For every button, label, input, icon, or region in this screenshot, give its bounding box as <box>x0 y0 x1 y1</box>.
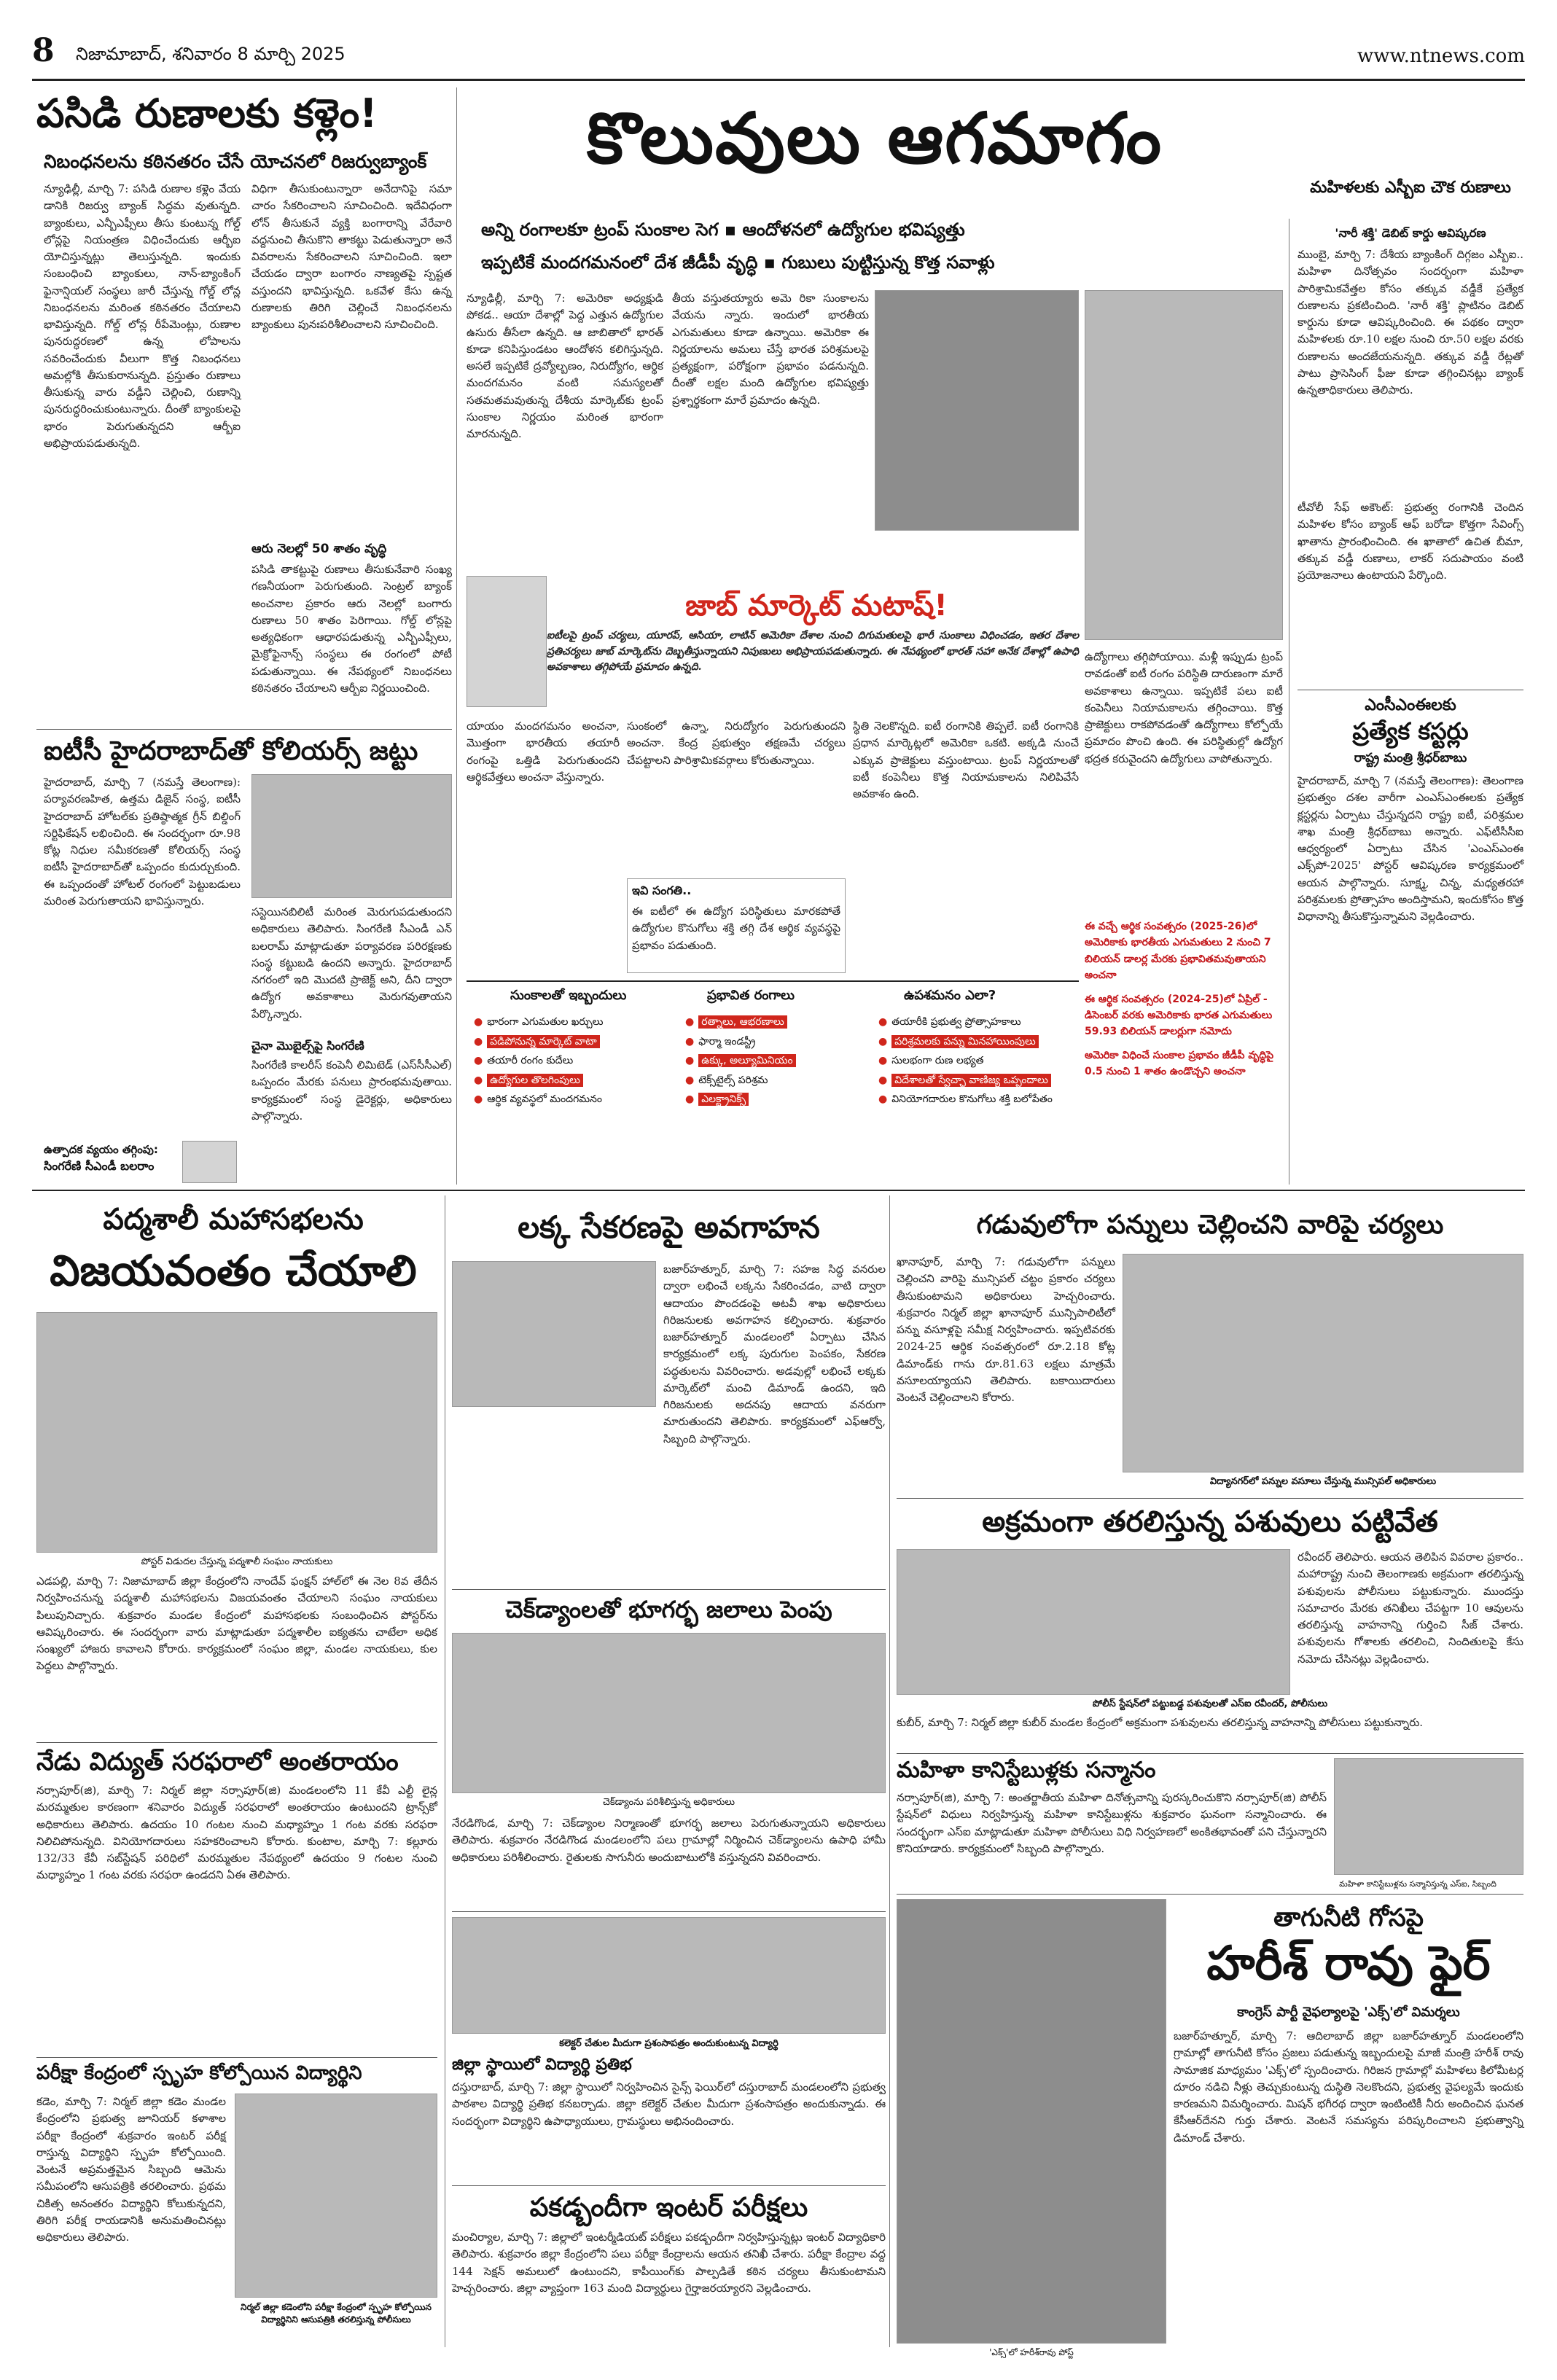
lead-highlight-bullet: ఈ వచ్చే ఆర్థిక సంవత్సరం (2025-26)లో అమెరికాకు భారతీయ ఎగుమతులు 2 నుంచి 7 బిలియన్ డాలర్ల మేరకు ప్రభావితమవుతాయని అంచనా <box>1085 921 1271 982</box>
table-head-relief: ఉపశమనం ఎలా? <box>904 988 996 1003</box>
lead-col2b: సుంకంలో ఉన్నా, నిరుద్యోగం పెరుగుతుందని అంచనా. కేంద్ర ప్రభుత్వం తక్షణమే చర్యలు చేపట్టాలని పారిశ్రామికవర్గాలు కోరుతున్నాయి. <box>627 719 849 767</box>
article-tax-photo <box>1123 1254 1523 1472</box>
table-col-problems <box>474 1013 671 1109</box>
article-itc-col2: సస్టెయినబిలిటీ మరింత మెరుగుపడుతుందని అధికారులు తెలిపారు. సింగరేణి సీఎండీ ఎన్ బలరామ్ మాట్లాడుతూ పర్యావరణ పరిరక్షణకు సంస్థ కట్టుబడి ఉందని అన్నారు. హైదరాబాద్ నగరంలో ఇది మొదటి ప్రాజెక్ట్ అని, దీని ద్వారా ఉద్యోగ అవకాశాలు మెరుగవుతాయని పేర్కొన్నారు. <box>251 905 456 1021</box>
lead-headline: కొలువులు ఆగమాగం <box>586 98 1163 179</box>
table-cell: ● తయారీకి ప్రభుత్వ ప్రోత్సాహకాలు <box>878 1016 1021 1028</box>
article-tax-headline: గడువులోగా పన్నులు చెల్లించని వారిపై చర్యలు <box>976 1210 1444 1240</box>
lead-sidebox-title: ఇవి సంగతి.. <box>632 883 692 897</box>
article-divider <box>452 1911 886 1912</box>
lead-col1: న్యూఢిల్లీ, మార్చి 7: అమెరికా అధ్యక్షుడి పోకడ.. ఆయా దేశాల్లో పెద్ద ఎత్తున ఉద్యోగుల ఉసురు తీసేలా ఉన్నది. ఆ జాబితాలో భారత్ కూడా కనిపిస్తుండటం ఆందోళన కలిగిస్తున్నది. అసలే ఇప్పటికే ద్రవ్యోల్బణం, నిరుద్యోగం, ఆర్థిక మందగమనం వంటి సమస్యలతో సతమతమవుతున్న దేశీయ మార్కెట్‌కు ట్రంప్ సుంకాల నిర్ణయం మరింత భారంగా మారనున్నది. <box>467 292 667 440</box>
article-msme-headline: ప్రత్యేక కస్టర్లు <box>1352 717 1469 745</box>
article-talent-headline: జిల్లా స్థాయిలో విద్యార్థి ప్రతిభ <box>452 2056 632 2074</box>
article-lac-body: బజార్‌హత్నూర్, మార్చి 7: సహజ సిద్ధ వనరుల ద్వారా లభించే లక్కను సేకరించడం, వాటి ద్వారా ఆదాయం పొందడంపై అటవీ శాఖ అధికారులు గిరిజనులకు అవగాహన కల్పించారు. శుక్రవారం బజార్‌హత్నూర్ మండలంలో ఏర్పాటు చేసిన కార్యక్రమంలో లక్క పురుగుల పెంపకం, సేకరణ పద్ధతులను వివరించారు. అడవుల్లో లభించే లక్కకు మార్కెట్‌లో మంచి డిమాండ్ ఉందని, ఇది గిరిజనులకు అదనపు ఆదాయ వనరుగా మారుతుందని తెలిపారు. కార్యక్రమంలో ఎఫ్‌ఆర్వో, సిబ్బంది పాల్గొన్నారు. <box>663 1263 889 1445</box>
article-divider <box>36 729 452 730</box>
table-col-relief <box>878 1013 1079 1109</box>
article-itc-col2b: సింగరేణి కాలరీస్ కంపెనీ లిమిటెడ్ (ఎస్‌సీసీఎల్) ఒప్పందం మేరకు పనులు ప్రారంభమవుతాయి. కార్యక్రమంలో సంస్థ డైరెక్టర్లు, అధికారులు పాల్గొన్నారు. <box>251 1058 456 1123</box>
table-cell: ● ఉద్యోగుల తొలగింపులు <box>474 1071 671 1090</box>
article-gold-loans-subhead: నిబంధనలను కఠినతరం చేసే యోచనలో రిజర్వుబ్యాంక్ <box>44 151 427 172</box>
article-checkdam-body: నేరడిగొండ, మార్చి 7: చెక్‌డ్యాంల నిర్మాణంతో భూగర్భ జలాలు పెరుగుతున్నాయని అధికారులు తెలిపారు. శుక్రవారం నేరడిగొండ మండలంలోని పలు గ్రామాల్లో నిర్మించిన చెక్‌డ్యాంలను ఉపాధి హామీ అధికారులు పరిశీలించారు. రైతులకు సాగునీరు అందుబాటులోకి వస్తున్నదని వివరించారు. <box>452 1817 889 1864</box>
lead-subhead-2: ఇప్పటికే మందగమనంలో దేశ జీడీపీ వృద్ధి ▪ గుబులు పుట్టిస్తున్న కొత్త సవాళ్లు <box>481 252 995 273</box>
table-cell: ● ఆర్థిక వ్యవస్థలో మందగమనం <box>474 1093 602 1106</box>
article-power-body: నర్సాపూర్(జి), మార్చి 7: నిర్మల్ జిల్లా నర్సాపూర్(జి) మండలంలోని 11 కేవీ ఎల్టీ లైన్ల మరమ్మతుల కారణంగా శనివారం విద్యుత్ సరఫరాలో అంతరాయం ఉంటుందని ట్రాన్స్‌కో అధికారులు తెలిపారు. ఉదయం 10 గంటల నుంచి మధ్యాహ్నం 1 గంట వరకు సరఫరా నిలిచిపోనున్నది. వినియోగదారులు సహకరించాలని కోరారు. కుంటాల, మార్చి 7: కల్లూరు 132/33 కేవీ సబ్‌స్టేషన్ పరిధిలో మరమ్మతుల నేపథ్యంలో ఉదయం 9 గంటల నుంచి మధ్యాహ్నం 1 గంట వరకు సరఫరా ఉండదని ఏఈ తెలిపారు. <box>36 1784 441 1882</box>
article-divider <box>452 1589 886 1590</box>
article-harish-headline: హరీశ్ రావు ఫైర్ <box>1206 1937 1491 1991</box>
article-itc-byline: సింగరేణి సీఎండీ బలరాం <box>44 1159 155 1173</box>
table-cell: ● పరిశ్రమలకు పన్ను మినహాయింపులు <box>878 1032 1079 1052</box>
article-gold-loans-col2: విధిగా తీసుకుంటున్నారా అనేదానిపై సమా చారం సేకరించాలని సూచించింది. ఇదేవిధంగా లోన్ తీసుకునే వ్యక్తి బంగారాన్ని వేరేవారి వద్దనుంచి తీసుకొని తాకట్టు పెడుతున్నారా అనే వివరాలను సేకరించాలని సూచించింది. ఇలా చేయడం ద్వారా బంగారం నాణ్యతపై స్పష్టత వస్తుందని భావిస్తున్నది. ఒకవేళ కేసు ఉన్న రుణాలకు తిరిగి చెల్లించే నిబంధనలను బ్యాంకులు పునఃపరిశీలించాలని సూచించింది. <box>251 182 456 331</box>
table-cell: ● భారంగా ఎగుమతుల ఖర్చులు <box>474 1016 604 1028</box>
table-cell: ● తయారీ రంగం కుదేలు <box>474 1055 574 1067</box>
column-divider <box>456 87 457 1185</box>
table-col-sectors <box>685 1013 875 1109</box>
article-tax-body: ఖానాపూర్, మార్చి 7: గడువులోగా పన్నులు చెల్లించని వారిపై మున్సిపల్ చట్టం ప్రకారం చర్యలు తీసుకుంటామని అధికారులు హెచ్చరించారు. శుక్రవారం నిర్మల్ జిల్లా ఖానాపూర్ మున్సిపాలిటీలో పన్ను వసూళ్లపై సమీక్ష నిర్వహించారు. ఇప్పటివరకు 2024-25 ఆర్థిక సంవత్సరంలో రూ.2.18 కోట్ల డిమాండ్‌కు గాను రూ.81.63 లక్షలు మాత్రమే వసూలయ్యాయని తెలిపారు. బకాయిదారులు వెంటనే చెల్లించాలని కోరారు. <box>897 1255 1119 1404</box>
table-head-sectors: ప్రభావిత రంగాలు <box>707 988 795 1003</box>
article-itc-portrait <box>182 1141 237 1183</box>
lead-sidebox-text: ఈ ఐటీలో ఈ ఉద్యోగ పరిస్థితులు మారకపోతే ఉద్యోగుల కొనుగోలు శక్తి తగ్గి దేశ ఆర్థిక వ్యవస్థపై ప్రభావం పడుతుంది. <box>632 905 844 952</box>
article-cattle-caption: పోలీస్ స్టేషన్‌లో పట్టుబడ్డ పశువులతో ఎస్‌ఐ రవీందర్, పోలీసులు <box>1092 1698 1328 1709</box>
article-gold-loans-stat-heading: ఆరు నెలల్లో 50 శాతం వృద్ధి <box>251 542 387 556</box>
article-cattle-photo <box>897 1549 1290 1695</box>
article-constables-body: నర్సాపూర్(జి), మార్చి 7: అంతర్జాతీయ మహిళా దినోత్సవాన్ని పురస్కరించుకొని నర్సాపూర్(జి) పోలీస్ స్టేషన్‌లో విధులు నిర్వహిస్తున్న మహిళా కానిస్టేబుళ్లను శుక్రవారం ఘనంగా సన్మానించారు. ఈ సందర్భంగా ఎస్‌ఐ మాట్లాడుతూ మహిళా పోలీసులు విధి నిర్వహణలో అంకితభావంతో పని చేస్తున్నారని కొనియాడారు. కార్యక్రమంలో సిబ్బంది పాల్గొన్నారు. <box>897 1791 1330 1855</box>
article-constables-headline: మహిళా కానిస్టేబుళ్లకు సన్మానం <box>897 1757 1156 1783</box>
lead-highlight-bullet: ఈ ఆర్థిక సంవత్సరం (2024-25)లో ఏప్రిల్ - డిసెంబర్ వరకు అమెరికాకు భారత ఎగుమతులు 59.93 బిలియన్ డాలర్లుగా నమోదు <box>1085 993 1273 1038</box>
lead-col2: తీయ వస్తుతయ్యారు అమె రికా సుంకాలను వేయను న్నారు. ఇందులో భారతీయ ఎగుమతులు కూడా ఉన్నాయి. అమెరికా ఈ నిర్ణయాలను అమలు చేస్తే భారత పరిశ్రమలపై ప్రత్యక్షంగా, పరోక్షంగా ప్రభావం పడనున్నది. దీంతో లక్షల మంది ఉద్యోగుల భవిష్యత్తు ప్రశ్నార్థకంగా మారే ప్రమాదం ఉన్నది. <box>672 292 873 407</box>
article-inter-exams-body: మంచిర్యాల, మార్చి 7: జిల్లాలో ఇంటర్మీడియట్ పరీక్షలు పకడ్బందీగా నిర్వహిస్తున్నట్లు ఇంటర్ విద్యాధికారి తెలిపారు. శుక్రవారం జిల్లా కేంద్రంలోని పలు పరీక్షా కేంద్రాలను ఆయన తనిఖీ చేశారు. పరీక్షా కేంద్రాల వద్ద 144 సెక్షన్ అమలులో ఉంటుందని, కాపీయింగ్‌కు పాల్పడితే కఠిన చర్యలు తీసుకుంటామని హెచ్చరించారు. జిల్లా వ్యాప్తంగా 163 మంది విద్యార్థులు గైర్హాజరయ్యారని వెల్లడించారు. <box>452 2231 889 2295</box>
table-head-problems: సుంకాలతో ఇబ్బందులు <box>510 988 627 1003</box>
article-exam-student-caption: నిర్మల్ జిల్లా కడెంలోని పరీక్షా కేంద్రంలో స్పృహ కోల్పోయిన విద్యార్థినిని ఆసుపత్రికి తరలిస్తున్న పోలీసులు <box>241 2302 432 2325</box>
article-divider <box>36 1742 437 1743</box>
header-rule <box>32 79 1525 81</box>
article-sbi-body-b: టీవోలీ సేఫ్ అకౌంట్: ప్రభుత్వ రంగానికి చెందిన మహిళల కోసం బ్యాంక్ ఆఫ్ బరోడా కొత్తగా సేవింగ్స్ ఖాతాను ప్రారంభించింది. ఈ ఖాతాలో ఉచిత బీమా, తక్కువ వడ్డీ రుణాలు, లాకర్ సదుపాయం వంటి ప్రయోజనాలు ఉంటాయని పేర్కొంది. <box>1298 501 1527 582</box>
article-lac-photo <box>452 1261 656 1407</box>
article-msme-kicker: ఎంసీఎంఈలకు <box>1365 696 1456 714</box>
lead-col3: స్థితి నెలకొన్నది. ఐటీ రంగానికి తిప్పలే. ఐటీ రంగానికి ప్రధాన మార్కెట్లలో అమెరికా ఒకటి. అక్కడి నుంచే ఎక్కువ ప్రాజెక్టులు వస్తుంటాయి. ట్రంప్ నిర్ణయాలతో ఐటీ కంపెనీలు కొత్త నియామకాలను నిలిపివేసే అవకాశం ఉంది. <box>853 719 1082 800</box>
lead-impact-table <box>467 980 1079 1185</box>
article-divider <box>897 1753 1523 1754</box>
section-rule <box>32 1190 1525 1191</box>
article-harish-caption: 'ఎక్స్'లో హరీశ్‌రావు పోస్ట్ <box>989 2347 1074 2357</box>
article-padmashali-photo <box>36 1312 437 1553</box>
table-cell: ● రత్నాలు, ఆభరణాలు <box>685 1013 875 1032</box>
article-constables-photo <box>1334 1758 1523 1875</box>
article-lac-headline: లక్క సేకరణపై అవగాహన <box>518 1209 820 1245</box>
article-divider <box>452 2185 886 2186</box>
article-gold-loans-col2b: పసిడి తాకట్టుపై రుణాలు తీసుకునేవారి సంఖ్య గణనీయంగా పెరుగుతుంది. సెంట్రల్ బ్యాంక్ అంచనాల ప్రకారం ఆరు నెలల్లో బంగారు రుణాలు 50 శాతం పెరిగాయి. గోల్డ్ లోన్లపై అత్యధికంగా ఆధారపడుతున్న ఎన్బీఎఫ్సీలు, మైక్రోఫైనాన్స్ సంస్థలు ఈ రంగంలో పోటీ పడుతున్నాయి. ఈ నేపథ్యంలో నిబంధనలు కఠినతరం చేయాలని ఆర్బీఐ నిర్ణయించింది. <box>251 563 456 695</box>
article-divider <box>36 2057 437 2058</box>
lead-col4: ఉద్యోగాలు తగ్గిపోయాయి. మళ్లీ ఇప్పుడు ట్రంప్ రావడంతో ఐటీ రంగం పరిస్థితి దారుణంగా మారే అవకాశాలు ఉన్నాయి. ఇప్పటికే పలు ఐటీ కంపెనీలు నియామకాలను తగ్గించాయి. కొత్త ప్రాజెక్టులు రాకపోవడంతో ఉద్యోగాలు కోల్పోయే ప్రమాదం పొంచి ఉంది. ఈ పరిస్థితుల్లో ఉద్యోగ భద్రత కరువైందని ఉద్యోగులు వాపోతున్నారు. <box>1085 650 1287 765</box>
article-harish-kicker: తాగునీటి గోసపై <box>1273 1903 1424 1932</box>
article-harish-body: బజార్‌హత్నూర్, మార్చి 7: ఆదిలాబాద్ జిల్లా బజార్‌హత్నూర్ మండలంలోని గ్రామాల్లో తాగునీటి కోసం ప్రజలు పడుతున్న ఇబ్బందులపై మాజీ మంత్రి హరీశ్ రావు సామాజిక మాధ్యమం 'ఎక్స్'లో స్పందించారు. గిరిజన గ్రామాల్లో మహిళలు కిలోమీటర్ల దూరం నడిచి నీళ్లు తెచ్చుకుంటున్న దుస్థితి నెలకొందని, ప్రభుత్వ వైఫల్యమే ఇందుకు కారణమని విమర్శించారు. మిషన్ భగీరథ ద్వారా ఇంటింటికీ నీరు అందించిన ఘనత కేసీఆర్‌దేనని గుర్తు చేశారు. వెంటనే సమస్యను పరిష్కరించాలని ప్రభుత్వాన్ని డిమాండ్ చేశారు. <box>1174 2029 1527 2145</box>
article-padmashali-caption: పోస్టర్‌ విడుదల చేస్తున్న పద్మశాలీ సంఘం నాయకులు <box>141 1556 333 1567</box>
table-cell: ● ఉక్కు, అల్యూమినియం <box>685 1051 875 1071</box>
article-divider <box>897 1498 1523 1499</box>
article-checkdam-photo <box>452 1633 886 1793</box>
article-itc-headline: ఐటీసీ హైదరాబాద్‌తో కోలియర్స్ జట్టు <box>44 736 418 766</box>
article-talent-caption: కలెక్టర్ చేతుల మీదుగా ప్రశంసాపత్రం అందుకుంటున్న విద్యార్థి <box>559 2038 778 2049</box>
table-cell: ● ఫార్మా ఇండస్ట్రీ <box>685 1035 756 1047</box>
article-inter-exams-headline: పకడ్బందీగా ఇంటర్ పరీక్షలు <box>529 2193 808 2223</box>
page-dateline: నిజామాబాద్, శనివారం 8 మార్చి 2025 <box>76 44 346 64</box>
lead-photo-workers <box>1085 290 1283 640</box>
article-exam-student-photo <box>235 2094 437 2298</box>
page-number: 8 <box>32 32 55 69</box>
article-itc-photo <box>251 774 452 898</box>
lead-banner-body: ఐటీలపై ట్రంప్ చర్యలు, యూరప్, ఆసియా, లాటిన్ అమెరికా దేశాల నుంచి దిగుమతులపై భారీ సుంకాలు విధించడం, ఇతర దేశాల ప్రతిచర్యలు జాబ్ మార్కెట్‌ను దెబ్బతీస్తున్నాయని నిపుణులు అభిప్రాయపడుతున్నారు. ఈ నేపథ్యంలో భారత్ సహా అనేక దేశాల్లో ఉపాధి అవకాశాలు తగ్గిపోయే ప్రమాదం ఉన్నది. <box>547 630 1082 674</box>
article-checkdam-headline: చెక్‌డ్యాంలతో భూగర్భ జలాలు పెంపు <box>505 1596 832 1623</box>
lead-graphic <box>467 576 547 707</box>
article-sbi-subhead: 'నారీ శక్తి' డెబిట్ కార్డు ఆవిష్కరణ <box>1335 226 1486 240</box>
column-divider <box>889 1195 890 2347</box>
table-cell: ● పడిపోనున్న మార్కెట్ వాటా <box>474 1032 671 1052</box>
article-harish-photo <box>897 1899 1166 2344</box>
article-padmashali-headline-2: విజయవంతం చేయాలి <box>50 1246 417 1295</box>
article-itc-col1: హైదరాబాద్, మార్చి 7 (నమస్తే తెలంగాణ): పర్యావరణహిత, ఉత్తమ డిజైన్ సంస్థ, ఐటీసీ హైదరాబాద్ హోటల్‌కు ప్రతిష్ఠాత్మక గ్రీన్ బిల్డింగ్ సర్టిఫికేషన్ లభించింది. ఈ సందర్భంగా రూ.98 కోట్ల నిధుల సమీకరణతో కోలియర్స్ సంస్థ ఐటీసీ హైదరాబాద్‌తో ఒప్పందం కుదుర్చుకుంది. ఈ ఒప్పందంతో హోటల్ రంగంలో పెట్టుబడులు మరింత పెరుగుతాయని భావిస్తున్నారు. <box>44 776 244 908</box>
article-divider <box>897 1894 1523 1895</box>
article-itc-subheading: చైనా మొబైల్స్‌పై సింగరేణి <box>251 1039 364 1053</box>
article-exam-student-body: కడెం, మార్చి 7: నిర్మల్ జిల్లా కడెం మండల కేంద్రంలోని ప్రభుత్వ జూనియర్ కళాశాల పరీక్షా కేంద్రంలో శుక్రవారం ఇంటర్ పరీక్ష రాస్తున్న విద్యార్థిని స్పృహ కోల్పోయింది. వెంటనే అప్రమత్తమైన సిబ్బంది ఆమెను సమీపంలోని ఆసుపత్రికి తరలించారు. ప్రథమ చికిత్స అనంతరం విద్యార్థిని కోలుకున్నదని, తిరిగి పరీక్ష రాయడానికి అనుమతించినట్లు అధికారులు తెలిపారు. <box>36 2095 230 2244</box>
article-padmashali-body: ఎడపల్లి, మార్చి 7: నిజామాబాద్ జిల్లా కేంద్రంలోని నాందేవ్ ఫంక్షన్ హాల్‌లో ఈ నెల 8వ తేదీన నిర్వహించనున్న పద్మశాలీ మహాసభలను విజయవంతం చేయాలని సంఘం నాయకులు పిలుపునిచ్చారు. శుక్రవారం మండల కేంద్రంలో మహాసభలకు సంబంధించిన పోస్టర్‌ను ఆవిష్కరించారు. ఈ సందర్భంగా వారు మాట్లాడుతూ పద్మశాలీల ఐక్యతను చాటేలా అధిక సంఖ్యలో హాజరు కావాలని కోరారు. కార్యక్రమంలో సంఘం జిల్లా, మండల నాయకులు, కుల పెద్దలు పాల్గొన్నారు. <box>36 1575 441 1673</box>
article-msme-body: హైదరాబాద్, మార్చి 7 (నమస్తే తెలంగాణ): తెలంగాణ ప్రభుత్వం దశల వారీగా ఎంఎస్ఎంఈలకు ప్రత్యేక క్లస్టర్లను ఏర్పాటు చేస్తున్నదని రాష్ట్ర ఐటీ, పరిశ్రమల శాఖ మంత్రి శ్రీధర్‌బాబు అన్నారు. ఎఫ్‌టీసీసీఐ ఆధ్వర్యంలో ఏర్పాటు చేసిన 'ఎంఎస్ఎంఈ ఎక్స్‌పో-2025' పోస్టర్ ఆవిష్కరణ కార్యక్రమంలో ఆయన పాల్గొన్నారు. సూక్ష్మ, చిన్న, మధ్యతరహా పరిశ్రమలకు ప్రోత్సాహం అందిస్తామని, ఇందుకోసం కొత్త విధానాన్ని తీసుకొస్తున్నామని వెల్లడించారు. <box>1298 774 1527 923</box>
article-constables-caption: మహిళా కానిస్టేబుళ్లను సన్మానిస్తున్న ఎస్‌ఐ, సిబ్బంది <box>1339 1879 1496 1889</box>
table-cell: ● వినియోగదారుల కొనుగోలు శక్తి బలోపేతం <box>878 1093 1053 1106</box>
lead-subhead-1: అన్ని రంగాలకూ ట్రంప్ సుంకాల సెగ ▪ ఆందోళనలో ఉద్యోగుల భవిష్యత్తు <box>481 219 965 240</box>
lead-sidebox <box>627 878 846 973</box>
article-cattle-body: రవీందర్ తెలిపారు. ఆయన తెలిపిన వివరాల ప్రకారం.. మహారాష్ట్ర నుంచి తెలంగాణకు అక్రమంగా తరలిస్తున్న పశువులను పోలీసులు పట్టుకున్నారు. ముందస్తు సమాచారం మేరకు తనిఖీలు చేపట్టగా 10 ఆవులను తరలిస్తున్న వాహనాన్ని గుర్తించి సీజ్ చేశారు. పశువులను గోశాలకు తరలించి, నిందితులపై కేసు నమోదు చేసినట్లు వెల్లడించారు. <box>1298 1550 1527 1666</box>
site-url[interactable]: www.ntnews.com <box>1357 45 1525 67</box>
article-gold-loans-col1: న్యూఢిల్లీ, మార్చి 7: పసిడి రుణాల కళ్లెం వేయ డానికి రిజర్వు బ్యాంక్ సిద్ధమ వుతున్నది. బ్యాంకులు, ఎన్బీఎఫ్సీలు తీసు కుంటున్న గోల్డ్ లోన్లపై నియంత్రణ విధించేందుకు ఆర్బీఐ యోచిస్తున్నట్లు తెలుస్తున్నది. ఇందుకు సంబంధించి బ్యాంకులు, నాన్-బ్యాంకింగ్ ఫైనాన్షియల్ సంస్థలు జారీ చేస్తున్న గోల్డ్ లోన్ల నిబంధనలను మరింత కఠినతరం చేయాలని భావిస్తున్నది. గోల్డ్ లోన్ల రీపేమెంట్లు, రుణాల పునరుద్ధరణలో ఉన్న లోపాలను సవరించేందుకు వీలుగా కొత్త నిబంధనలు అమల్లోకి తీసుకురానున్నది. ప్రస్తుతం రుణాలు తీసుకున్న వారు వడ్డీని చెల్లించి, రుణాన్ని పునరుద్ధరించుకుంటున్నారు. దీంతో బ్యాంకులపై భారం పెరుగుతున్నదని ఆర్బీఐ అభిప్రాయపడుతున్నది. <box>44 182 244 450</box>
lead-banner: జాబ్ మార్కెట్ మటాష్! <box>685 589 948 623</box>
article-tax-caption: విద్యానగర్‌లో పన్నుల వసూలు చేస్తున్న మున్సిపల్ అధికారులు <box>1209 1476 1437 1487</box>
article-gold-loans-headline: పసిడి రుణాలకు కళ్లెం! <box>36 90 378 136</box>
table-cell: ● విదేశాలతో స్వేచ్ఛా వాణిజ్య ఒప్పందాలు <box>878 1071 1079 1090</box>
article-checkdam-caption: చెక్‌డ్యాంను పరిశీలిస్తున్న అధికారులు <box>602 1797 735 1808</box>
article-talent-body: దస్తురాబాద్, మార్చి 7: జిల్లా స్థాయిలో నిర్వహించిన సైన్స్ ఫెయిర్‌లో దస్తురాబాద్ మండలంలోని ప్రభుత్వ పాఠశాల విద్యార్థి ప్రతిభ కనబర్చాడు. జిల్లా కలెక్టర్ చేతుల మీదుగా ప్రశంసాపత్రం అందుకున్నాడు. ఈ సందర్భంగా విద్యార్థిని ఉపాధ్యాయులు, గ్రామస్థులు అభినందించారు. <box>452 2080 889 2128</box>
article-harish-subhead: కాంగ్రెస్ పార్టీ వైఫల్యాలపై 'ఎక్స్'లో విమర్శలు <box>1237 2005 1460 2020</box>
article-talent-photo <box>452 1917 886 2034</box>
article-power-headline: నేడు విద్యుత్ సరఫరాలో అంతరాయం <box>36 1747 399 1776</box>
article-msme-subhead: రాష్ట్ర మంత్రి శ్రీధర్‌బాబు <box>1354 751 1467 765</box>
table-cell: ● ఎలక్ట్రానిక్స్ <box>685 1090 875 1109</box>
article-itc-subheading-cost: ఉత్పాదక వ్యయం తగ్గింపు: <box>44 1143 158 1156</box>
table-cell: ● సులభంగా రుణ లభ్యత <box>878 1055 984 1067</box>
article-sbi-body: ముంబై, మార్చి 7: దేశీయ బ్యాంకింగ్ దిగ్గజం ఎస్బీఐ.. మహిళా దినోత్సవం సందర్భంగా మహిళా పారిశ్రామికవేత్తల కోసం తక్కువ వడ్డీకే ప్రత్యేక రుణాలను ప్రకటించింది. 'నారీ శక్తి' ప్లాటినం డెబిట్ కార్డును కూడా ఆవిష్కరించింది. ఈ పథకం ద్వారా మహిళలకు రూ.10 లక్షల నుంచి రూ.50 లక్షల వరకు రుణాలను అందజేయనున్నది. తక్కువ వడ్డీ రేట్లతో పాటు ప్రాసెసింగ్ ఫీజు కూడా తగ్గించినట్లు బ్యాంక్ ఉన్నతాధికారులు తెలిపారు. <box>1298 248 1527 397</box>
table-cell: ● టెక్స్‌టైల్స్ పరిశ్రమ <box>685 1074 768 1086</box>
lead-photo-trump <box>875 290 1079 531</box>
lead-highlight-bullets <box>1085 918 1283 1181</box>
lead-col1b: యాయం మందగమనం అంచనా, మొత్తంగా భారతీయ తయారీ రంగంపై ఒత్తిడి పెరుగుతుందని ఆర్థికవేత్తలు అంచనా వేస్తున్నారు. <box>467 719 623 784</box>
article-cattle-body-2: కుబీర్, మార్చి 7: నిర్మల్ జిల్లా కుబీర్ మండల కేంద్రంలో అక్రమంగా పశువులను తరలిస్తున్న వాహనాన్ని పోలీసులు పట్టుకున్నారు. <box>897 1716 1424 1729</box>
lead-highlight-bullet: అమెరికా విధించే సుంకాల ప్రభావం జీడీపీ వృద్ధిపై 0.5 నుంచి 1 శాతం ఉండొచ్చని అంచనా <box>1085 1049 1274 1078</box>
article-exam-student-headline: పరీక్షా కేంద్రంలో స్పృహ కోల్పోయిన విద్యార్థిని <box>36 2062 362 2084</box>
article-padmashali-headline-1: పద్మశాలీ మహాసభలను <box>103 1203 364 1236</box>
article-sbi-headline: మహిళలకు ఎస్బీఐ చౌక రుణాలు <box>1310 179 1511 197</box>
article-cattle-headline: అక్రమంగా తరలిస్తున్న పశువులు పట్టివేత <box>982 1505 1438 1539</box>
